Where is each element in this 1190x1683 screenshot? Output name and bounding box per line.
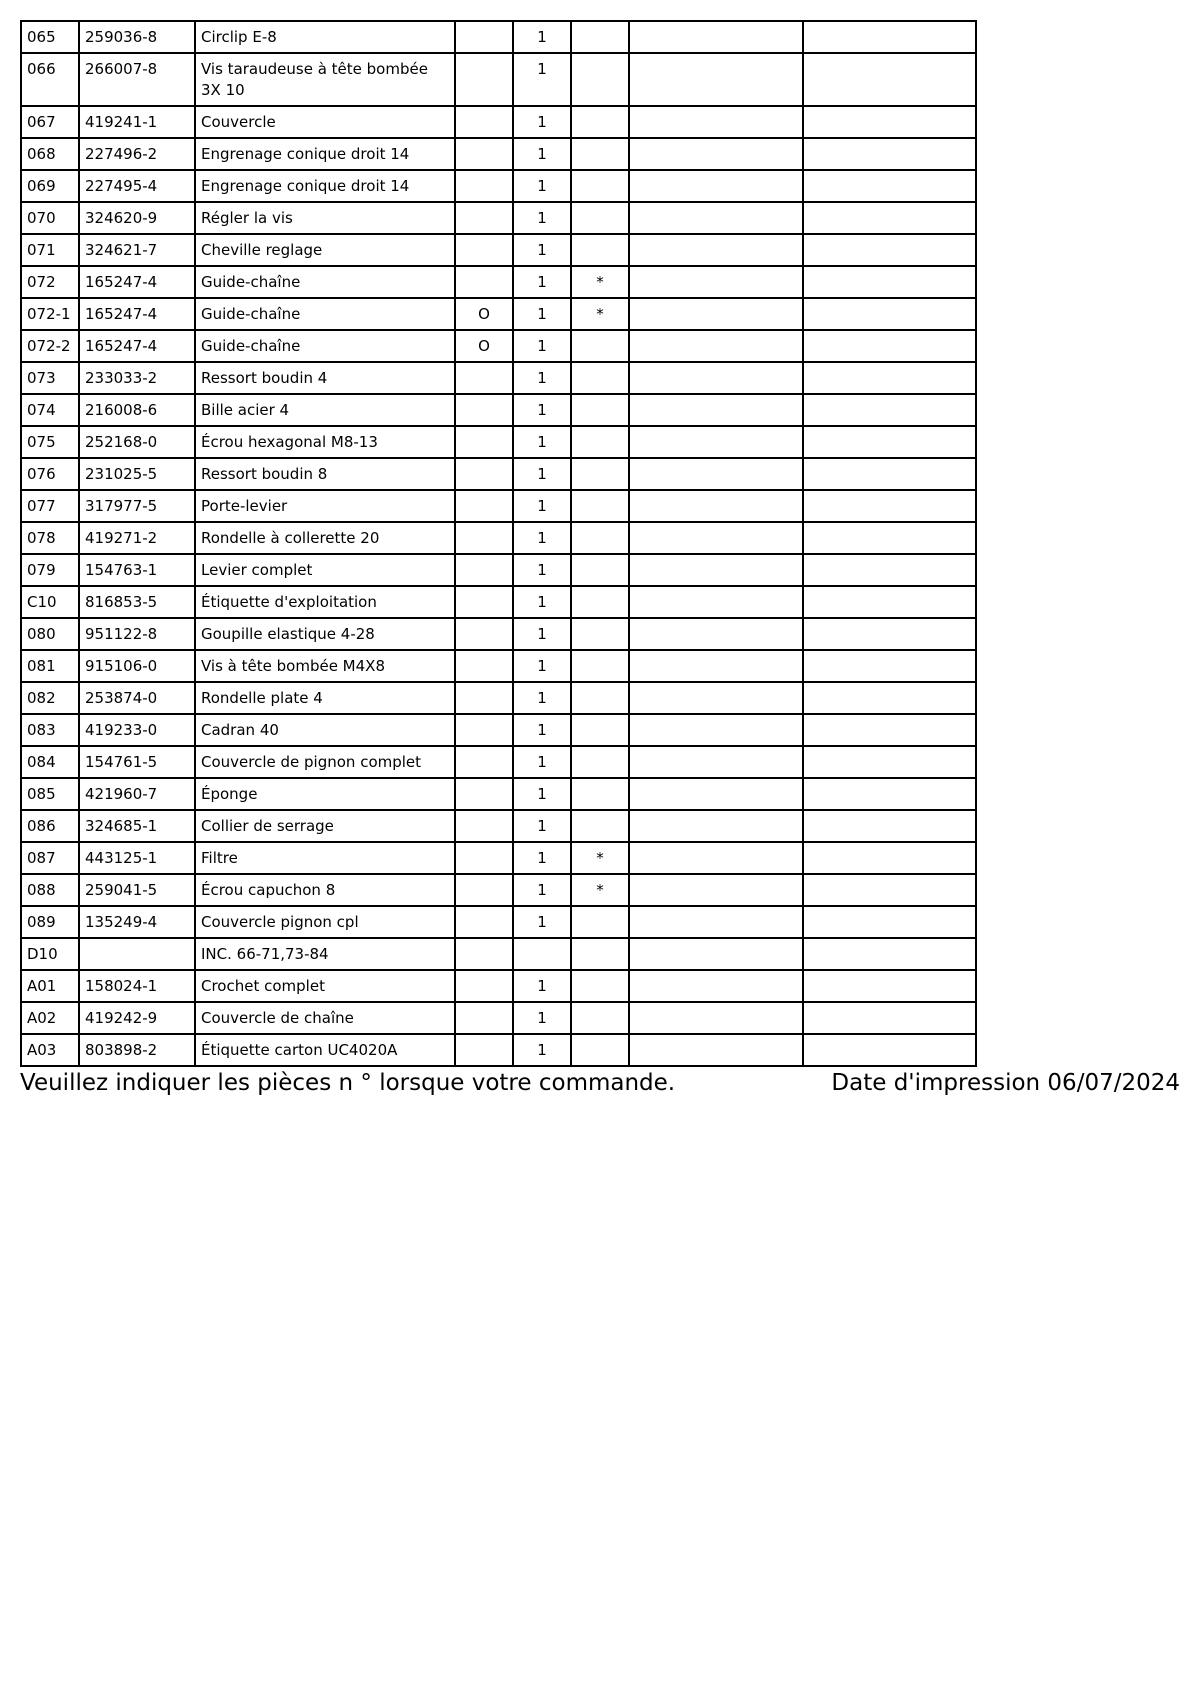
table-row bbox=[21, 906, 976, 938]
description-cell: Couvercle de chaîne bbox=[195, 1002, 455, 1034]
note-mark-cell: * bbox=[571, 842, 629, 874]
option-mark-cell bbox=[455, 874, 513, 906]
quantity-cell: 1 bbox=[513, 266, 571, 298]
quantity-cell: 1 bbox=[513, 682, 571, 714]
empty-cell bbox=[803, 202, 976, 234]
empty-cell bbox=[629, 746, 803, 778]
note-mark-cell bbox=[571, 1002, 629, 1034]
empty-cell bbox=[629, 298, 803, 330]
empty-cell bbox=[629, 202, 803, 234]
description-cell: Engrenage conique droit 14 bbox=[195, 138, 455, 170]
part-reference-cell: 951122-8 bbox=[79, 618, 195, 650]
quantity-cell: 1 bbox=[513, 842, 571, 874]
empty-cell bbox=[803, 53, 976, 106]
note-mark-cell: * bbox=[571, 298, 629, 330]
part-reference-cell: 233033-2 bbox=[79, 362, 195, 394]
table-row bbox=[21, 266, 976, 298]
option-mark-cell bbox=[455, 53, 513, 106]
quantity-cell: 1 bbox=[513, 170, 571, 202]
part-reference-cell: 421960-7 bbox=[79, 778, 195, 810]
table-row bbox=[21, 682, 976, 714]
item-number-cell: 081 bbox=[21, 650, 79, 682]
empty-cell bbox=[803, 682, 976, 714]
quantity-cell: 1 bbox=[513, 970, 571, 1002]
note-mark-cell bbox=[571, 170, 629, 202]
item-number-cell: 067 bbox=[21, 106, 79, 138]
item-number-cell: 073 bbox=[21, 362, 79, 394]
table-row bbox=[21, 330, 976, 362]
table-row bbox=[21, 298, 976, 330]
empty-cell bbox=[629, 138, 803, 170]
description-cell: Éponge bbox=[195, 778, 455, 810]
option-mark-cell bbox=[455, 970, 513, 1002]
table-row bbox=[21, 522, 976, 554]
table-row bbox=[21, 490, 976, 522]
empty-cell bbox=[803, 1034, 976, 1066]
empty-cell bbox=[803, 586, 976, 618]
quantity-cell: 1 bbox=[513, 234, 571, 266]
empty-cell bbox=[629, 522, 803, 554]
note-mark-cell bbox=[571, 234, 629, 266]
empty-cell bbox=[629, 970, 803, 1002]
empty-cell bbox=[803, 746, 976, 778]
item-number-cell: 070 bbox=[21, 202, 79, 234]
item-number-cell: A03 bbox=[21, 1034, 79, 1066]
description-cell: Écrou capuchon 8 bbox=[195, 874, 455, 906]
empty-cell bbox=[803, 426, 976, 458]
empty-cell bbox=[629, 362, 803, 394]
part-reference-cell: 324685-1 bbox=[79, 810, 195, 842]
description-cell: Bille acier 4 bbox=[195, 394, 455, 426]
quantity-cell: 1 bbox=[513, 906, 571, 938]
part-reference-cell: 324620-9 bbox=[79, 202, 195, 234]
note-mark-cell bbox=[571, 810, 629, 842]
note-mark-cell bbox=[571, 778, 629, 810]
part-reference-cell: 227496-2 bbox=[79, 138, 195, 170]
item-number-cell: 079 bbox=[21, 554, 79, 586]
empty-cell bbox=[803, 170, 976, 202]
part-reference-cell: 266007-8 bbox=[79, 53, 195, 106]
parts-table-body bbox=[21, 21, 976, 1066]
option-mark-cell bbox=[455, 1002, 513, 1034]
part-reference-cell: 419241-1 bbox=[79, 106, 195, 138]
empty-cell bbox=[803, 458, 976, 490]
option-mark-cell bbox=[455, 394, 513, 426]
option-mark-cell bbox=[455, 362, 513, 394]
empty-cell bbox=[629, 906, 803, 938]
description-cell: Guide-chaîne bbox=[195, 330, 455, 362]
empty-cell bbox=[629, 1002, 803, 1034]
item-number-cell: 085 bbox=[21, 778, 79, 810]
part-reference-cell: 227495-4 bbox=[79, 170, 195, 202]
table-row bbox=[21, 1002, 976, 1034]
description-cell: Ressort boudin 4 bbox=[195, 362, 455, 394]
option-mark-cell bbox=[455, 682, 513, 714]
part-reference-cell: 419242-9 bbox=[79, 1002, 195, 1034]
note-mark-cell bbox=[571, 53, 629, 106]
empty-cell bbox=[803, 906, 976, 938]
item-number-cell: 075 bbox=[21, 426, 79, 458]
empty-cell bbox=[803, 394, 976, 426]
table-row bbox=[21, 426, 976, 458]
table-row bbox=[21, 21, 976, 53]
table-row bbox=[21, 778, 976, 810]
part-reference-cell: 915106-0 bbox=[79, 650, 195, 682]
item-number-cell: 066 bbox=[21, 53, 79, 106]
empty-cell bbox=[629, 426, 803, 458]
table-row bbox=[21, 650, 976, 682]
table-row bbox=[21, 618, 976, 650]
note-mark-cell bbox=[571, 330, 629, 362]
empty-cell bbox=[629, 554, 803, 586]
item-number-cell: D10 bbox=[21, 938, 79, 970]
note-mark-cell bbox=[571, 746, 629, 778]
empty-cell bbox=[629, 842, 803, 874]
item-number-cell: 089 bbox=[21, 906, 79, 938]
empty-cell bbox=[803, 138, 976, 170]
quantity-cell: 1 bbox=[513, 138, 571, 170]
empty-cell bbox=[629, 170, 803, 202]
description-cell: Vis taraudeuse à tête bombée 3X 10 bbox=[195, 53, 455, 106]
note-mark-cell bbox=[571, 970, 629, 1002]
empty-cell bbox=[803, 330, 976, 362]
empty-cell bbox=[629, 714, 803, 746]
empty-cell bbox=[803, 842, 976, 874]
description-cell: Crochet complet bbox=[195, 970, 455, 1002]
item-number-cell: 083 bbox=[21, 714, 79, 746]
part-reference-cell: 324621-7 bbox=[79, 234, 195, 266]
part-reference-cell: 216008-6 bbox=[79, 394, 195, 426]
note-mark-cell bbox=[571, 394, 629, 426]
quantity-cell: 1 bbox=[513, 362, 571, 394]
option-mark-cell bbox=[455, 714, 513, 746]
empty-cell bbox=[803, 266, 976, 298]
empty-cell bbox=[629, 458, 803, 490]
quantity-cell: 1 bbox=[513, 1002, 571, 1034]
description-cell: Couvercle de pignon complet bbox=[195, 746, 455, 778]
quantity-cell: 1 bbox=[513, 298, 571, 330]
description-cell: Écrou hexagonal M8-13 bbox=[195, 426, 455, 458]
part-reference-cell: 419271-2 bbox=[79, 522, 195, 554]
print-date: Date d'impression 06/07/2024 bbox=[831, 1070, 1180, 1096]
empty-cell bbox=[629, 330, 803, 362]
item-number-cell: 077 bbox=[21, 490, 79, 522]
empty-cell bbox=[803, 554, 976, 586]
option-mark-cell bbox=[455, 778, 513, 810]
option-mark-cell bbox=[455, 906, 513, 938]
option-mark-cell bbox=[455, 21, 513, 53]
part-reference-cell: 803898-2 bbox=[79, 1034, 195, 1066]
quantity-cell: 1 bbox=[513, 522, 571, 554]
empty-cell bbox=[803, 522, 976, 554]
description-cell: Porte-levier bbox=[195, 490, 455, 522]
part-reference-cell: 443125-1 bbox=[79, 842, 195, 874]
empty-cell bbox=[629, 810, 803, 842]
description-cell: Collier de serrage bbox=[195, 810, 455, 842]
table-row bbox=[21, 810, 976, 842]
option-mark-cell bbox=[455, 1034, 513, 1066]
item-number-cell: 072-2 bbox=[21, 330, 79, 362]
note-mark-cell bbox=[571, 938, 629, 970]
item-number-cell: 078 bbox=[21, 522, 79, 554]
item-number-cell: 072-1 bbox=[21, 298, 79, 330]
item-number-cell: C10 bbox=[21, 586, 79, 618]
note-mark-cell bbox=[571, 426, 629, 458]
option-mark-cell bbox=[455, 106, 513, 138]
part-reference-cell: 231025-5 bbox=[79, 458, 195, 490]
item-number-cell: 074 bbox=[21, 394, 79, 426]
note-mark-cell bbox=[571, 714, 629, 746]
table-row bbox=[21, 746, 976, 778]
option-mark-cell bbox=[455, 490, 513, 522]
table-row bbox=[21, 458, 976, 490]
description-cell: INC. 66-71,73-84 bbox=[195, 938, 455, 970]
item-number-cell: A02 bbox=[21, 1002, 79, 1034]
item-number-cell: A01 bbox=[21, 970, 79, 1002]
description-cell: Vis à tête bombée M4X8 bbox=[195, 650, 455, 682]
quantity-cell: 1 bbox=[513, 106, 571, 138]
empty-cell bbox=[803, 490, 976, 522]
quantity-cell: 1 bbox=[513, 618, 571, 650]
note-mark-cell bbox=[571, 554, 629, 586]
table-row bbox=[21, 362, 976, 394]
table-row bbox=[21, 714, 976, 746]
empty-cell bbox=[803, 650, 976, 682]
option-mark-cell bbox=[455, 554, 513, 586]
part-reference-cell: 154763-1 bbox=[79, 554, 195, 586]
option-mark-cell bbox=[455, 618, 513, 650]
note-mark-cell bbox=[571, 490, 629, 522]
quantity-cell: 1 bbox=[513, 778, 571, 810]
description-cell: Régler la vis bbox=[195, 202, 455, 234]
part-reference-cell: 252168-0 bbox=[79, 426, 195, 458]
empty-cell bbox=[803, 778, 976, 810]
item-number-cell: 088 bbox=[21, 874, 79, 906]
description-cell: Levier complet bbox=[195, 554, 455, 586]
item-number-cell: 069 bbox=[21, 170, 79, 202]
empty-cell bbox=[803, 970, 976, 1002]
note-mark-cell bbox=[571, 650, 629, 682]
description-cell: Cadran 40 bbox=[195, 714, 455, 746]
option-mark-cell bbox=[455, 234, 513, 266]
empty-cell bbox=[629, 938, 803, 970]
description-cell: Guide-chaîne bbox=[195, 298, 455, 330]
note-mark-cell bbox=[571, 202, 629, 234]
description-cell: Couvercle pignon cpl bbox=[195, 906, 455, 938]
quantity-cell: 1 bbox=[513, 1034, 571, 1066]
option-mark-cell bbox=[455, 426, 513, 458]
quantity-cell: 1 bbox=[513, 586, 571, 618]
description-cell: Guide-chaîne bbox=[195, 266, 455, 298]
part-reference-cell: 165247-4 bbox=[79, 298, 195, 330]
note-mark-cell bbox=[571, 618, 629, 650]
table-row bbox=[21, 106, 976, 138]
empty-cell bbox=[629, 106, 803, 138]
empty-cell bbox=[629, 586, 803, 618]
empty-cell bbox=[803, 874, 976, 906]
table-row bbox=[21, 938, 976, 970]
item-number-cell: 082 bbox=[21, 682, 79, 714]
empty-cell bbox=[803, 714, 976, 746]
item-number-cell: 084 bbox=[21, 746, 79, 778]
note-mark-cell bbox=[571, 138, 629, 170]
option-mark-cell bbox=[455, 650, 513, 682]
empty-cell bbox=[629, 778, 803, 810]
note-mark-cell bbox=[571, 21, 629, 53]
note-mark-cell: * bbox=[571, 874, 629, 906]
part-reference-cell: 259036-8 bbox=[79, 21, 195, 53]
description-cell: Rondelle à collerette 20 bbox=[195, 522, 455, 554]
part-reference-cell: 165247-4 bbox=[79, 330, 195, 362]
order-note: Veuillez indiquer les pièces n ° lorsque votre commande. bbox=[20, 1070, 676, 1096]
option-mark-cell bbox=[455, 938, 513, 970]
quantity-cell: 1 bbox=[513, 394, 571, 426]
description-cell: Goupille elastique 4-28 bbox=[195, 618, 455, 650]
table-row bbox=[21, 53, 976, 106]
empty-cell bbox=[629, 394, 803, 426]
item-number-cell: 086 bbox=[21, 810, 79, 842]
option-mark-cell bbox=[455, 202, 513, 234]
description-cell: Filtre bbox=[195, 842, 455, 874]
table-row bbox=[21, 394, 976, 426]
option-mark-cell bbox=[455, 810, 513, 842]
empty-cell bbox=[629, 618, 803, 650]
table-row bbox=[21, 970, 976, 1002]
option-mark-cell bbox=[455, 746, 513, 778]
empty-cell bbox=[803, 1002, 976, 1034]
part-reference-cell: 317977-5 bbox=[79, 490, 195, 522]
part-reference-cell: 259041-5 bbox=[79, 874, 195, 906]
empty-cell bbox=[629, 21, 803, 53]
empty-cell bbox=[629, 650, 803, 682]
item-number-cell: 065 bbox=[21, 21, 79, 53]
empty-cell bbox=[803, 106, 976, 138]
empty-cell bbox=[629, 234, 803, 266]
description-cell: Couvercle bbox=[195, 106, 455, 138]
option-mark-cell: O bbox=[455, 330, 513, 362]
part-reference-cell bbox=[79, 938, 195, 970]
part-reference-cell: 158024-1 bbox=[79, 970, 195, 1002]
item-number-cell: 071 bbox=[21, 234, 79, 266]
table-row bbox=[21, 170, 976, 202]
part-reference-cell: 165247-4 bbox=[79, 266, 195, 298]
quantity-cell bbox=[513, 938, 571, 970]
part-reference-cell: 253874-0 bbox=[79, 682, 195, 714]
empty-cell bbox=[629, 53, 803, 106]
option-mark-cell bbox=[455, 266, 513, 298]
item-number-cell: 087 bbox=[21, 842, 79, 874]
empty-cell bbox=[629, 682, 803, 714]
table-row bbox=[21, 586, 976, 618]
item-number-cell: 068 bbox=[21, 138, 79, 170]
empty-cell bbox=[629, 490, 803, 522]
item-number-cell: 080 bbox=[21, 618, 79, 650]
note-mark-cell bbox=[571, 522, 629, 554]
table-row bbox=[21, 554, 976, 586]
quantity-cell: 1 bbox=[513, 426, 571, 458]
table-row bbox=[21, 234, 976, 266]
option-mark-cell bbox=[455, 842, 513, 874]
quantity-cell: 1 bbox=[513, 650, 571, 682]
empty-cell bbox=[803, 938, 976, 970]
quantity-cell: 1 bbox=[513, 714, 571, 746]
table-row bbox=[21, 138, 976, 170]
option-mark-cell bbox=[455, 458, 513, 490]
table-row bbox=[21, 202, 976, 234]
description-cell: Engrenage conique droit 14 bbox=[195, 170, 455, 202]
description-cell: Ressort boudin 8 bbox=[195, 458, 455, 490]
part-reference-cell: 419233-0 bbox=[79, 714, 195, 746]
quantity-cell: 1 bbox=[513, 21, 571, 53]
note-mark-cell bbox=[571, 586, 629, 618]
description-cell: Rondelle plate 4 bbox=[195, 682, 455, 714]
quantity-cell: 1 bbox=[513, 202, 571, 234]
note-mark-cell bbox=[571, 106, 629, 138]
quantity-cell: 1 bbox=[513, 330, 571, 362]
quantity-cell: 1 bbox=[513, 810, 571, 842]
item-number-cell: 072 bbox=[21, 266, 79, 298]
quantity-cell: 1 bbox=[513, 458, 571, 490]
option-mark-cell bbox=[455, 170, 513, 202]
description-cell: Cheville reglage bbox=[195, 234, 455, 266]
option-mark-cell: O bbox=[455, 298, 513, 330]
description-cell: Étiquette d'exploitation bbox=[195, 586, 455, 618]
empty-cell bbox=[803, 298, 976, 330]
note-mark-cell bbox=[571, 906, 629, 938]
table-row bbox=[21, 842, 976, 874]
empty-cell bbox=[803, 21, 976, 53]
note-mark-cell bbox=[571, 458, 629, 490]
quantity-cell: 1 bbox=[513, 53, 571, 106]
option-mark-cell bbox=[455, 586, 513, 618]
note-mark-cell bbox=[571, 1034, 629, 1066]
quantity-cell: 1 bbox=[513, 874, 571, 906]
empty-cell bbox=[629, 874, 803, 906]
note-mark-cell bbox=[571, 362, 629, 394]
part-reference-cell: 816853-5 bbox=[79, 586, 195, 618]
empty-cell bbox=[629, 266, 803, 298]
item-number-cell: 076 bbox=[21, 458, 79, 490]
empty-cell bbox=[803, 234, 976, 266]
option-mark-cell bbox=[455, 138, 513, 170]
quantity-cell: 1 bbox=[513, 490, 571, 522]
description-cell: Circlip E-8 bbox=[195, 21, 455, 53]
empty-cell bbox=[629, 1034, 803, 1066]
note-mark-cell bbox=[571, 682, 629, 714]
description-cell: Étiquette carton UC4020A bbox=[195, 1034, 455, 1066]
empty-cell bbox=[803, 362, 976, 394]
note-mark-cell: * bbox=[571, 266, 629, 298]
empty-cell bbox=[803, 810, 976, 842]
part-reference-cell: 154761-5 bbox=[79, 746, 195, 778]
quantity-cell: 1 bbox=[513, 746, 571, 778]
option-mark-cell bbox=[455, 522, 513, 554]
part-reference-cell: 135249-4 bbox=[79, 906, 195, 938]
quantity-cell: 1 bbox=[513, 554, 571, 586]
parts-table bbox=[20, 20, 977, 1067]
table-row bbox=[21, 1034, 976, 1066]
empty-cell bbox=[803, 618, 976, 650]
table-row bbox=[21, 874, 976, 906]
